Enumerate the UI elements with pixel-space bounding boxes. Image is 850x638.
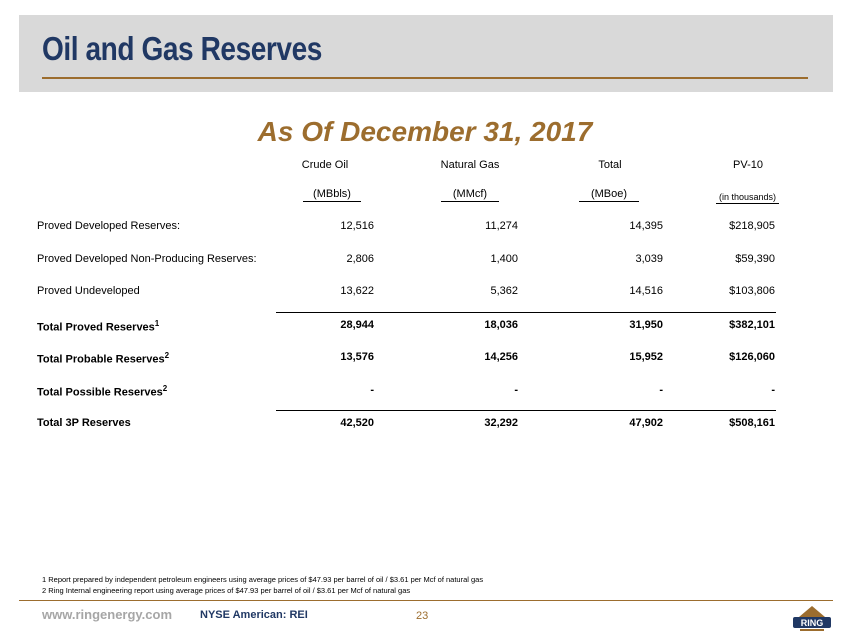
- header-rule: [42, 77, 808, 79]
- table-cell: $103,806: [729, 285, 775, 297]
- logo-underline: [800, 629, 824, 631]
- table-cell: 12,516: [340, 220, 374, 232]
- table-cell: $382,101: [729, 319, 775, 331]
- total-rule: [276, 410, 776, 411]
- website-link[interactable]: www.ringenergy.com: [42, 607, 173, 622]
- table-cell: 28,944: [340, 319, 374, 331]
- column-header-natural-gas: Natural Gas: [440, 159, 500, 171]
- table-cell: 18,036: [484, 319, 518, 331]
- table-cell: 15,952: [629, 351, 663, 363]
- table-cell: 5,362: [490, 285, 518, 297]
- unit-header-crude-oil: (MBbls): [303, 188, 361, 202]
- footer-rule: [19, 600, 833, 601]
- ring-energy-logo: [792, 605, 832, 633]
- table-cell: 1,400: [490, 253, 518, 265]
- table-cell: $126,060: [729, 351, 775, 363]
- table-cell: 13,576: [340, 351, 374, 363]
- table-cell: 3,039: [635, 253, 663, 265]
- page-title: Oil and Gas Reserves: [42, 30, 322, 67]
- row-label-total-proved: Total Proved Reserves$^1$: [37, 319, 160, 334]
- table-cell: $59,390: [735, 253, 775, 265]
- row-label-proved-developed: Proved Developed Reserves:: [37, 220, 181, 232]
- table-cell: 14,516: [629, 285, 663, 297]
- table-cell: 13,622: [340, 285, 374, 297]
- page-number: 23: [416, 610, 429, 622]
- row-label-total-probable: Total Probable Reserves$^2$: [37, 351, 170, 366]
- row-label-proved-developed-non-producing: Proved Developed Non-Producing Reserves:: [37, 253, 257, 265]
- row-label-total-possible: Total Possible Reserves$^2$: [37, 384, 168, 399]
- column-header-total: Total: [598, 159, 622, 171]
- logo-text: RING: [800, 618, 824, 628]
- stock-ticker: NYSE American: REI: [200, 609, 308, 621]
- logo-roof-shape: [799, 606, 825, 617]
- table-cell: 42,520: [340, 417, 374, 429]
- table-cell: 31,950: [629, 319, 663, 331]
- subtotal-rule: [276, 312, 776, 313]
- unit-header-pv10: (in thousands): [716, 192, 779, 204]
- table-cell: 11,274: [485, 220, 518, 232]
- unit-header-total: (MBoe): [579, 188, 639, 202]
- row-label-proved-undeveloped: Proved Undeveloped: [37, 285, 140, 297]
- table-cell: 32,292: [484, 417, 518, 429]
- table-cell: -: [370, 384, 374, 396]
- column-header-pv10: PV-10: [733, 159, 763, 171]
- table-cell: $218,905: [729, 220, 775, 232]
- footnote-1: 1 Report prepared by independent petroleum engineers using average prices of $47.93 per barrel of oil / $3.61 per Mcf of natural gas: [42, 575, 484, 584]
- column-header-crude-oil: Crude Oil: [301, 159, 349, 171]
- unit-header-natural-gas: (MMcf): [441, 188, 499, 202]
- table-cell: 47,902: [629, 417, 663, 429]
- row-label-total-3p: Total 3P Reserves: [37, 417, 131, 429]
- table-cell: 14,256: [484, 351, 518, 363]
- footnote-2: 2 Ring Internal engineering report using average prices of $47.93 per barrel of oil / $3.61 per Mcf of natural gas: [42, 586, 411, 595]
- slide-subtitle: As Of December 31, 2017: [257, 116, 593, 147]
- table-cell: 2,806: [346, 253, 374, 265]
- table-cell: 14,395: [629, 220, 663, 232]
- table-cell: -: [771, 384, 775, 396]
- table-cell: -: [514, 384, 518, 396]
- table-cell: -: [659, 384, 663, 396]
- table-cell: $508,161: [729, 417, 775, 429]
